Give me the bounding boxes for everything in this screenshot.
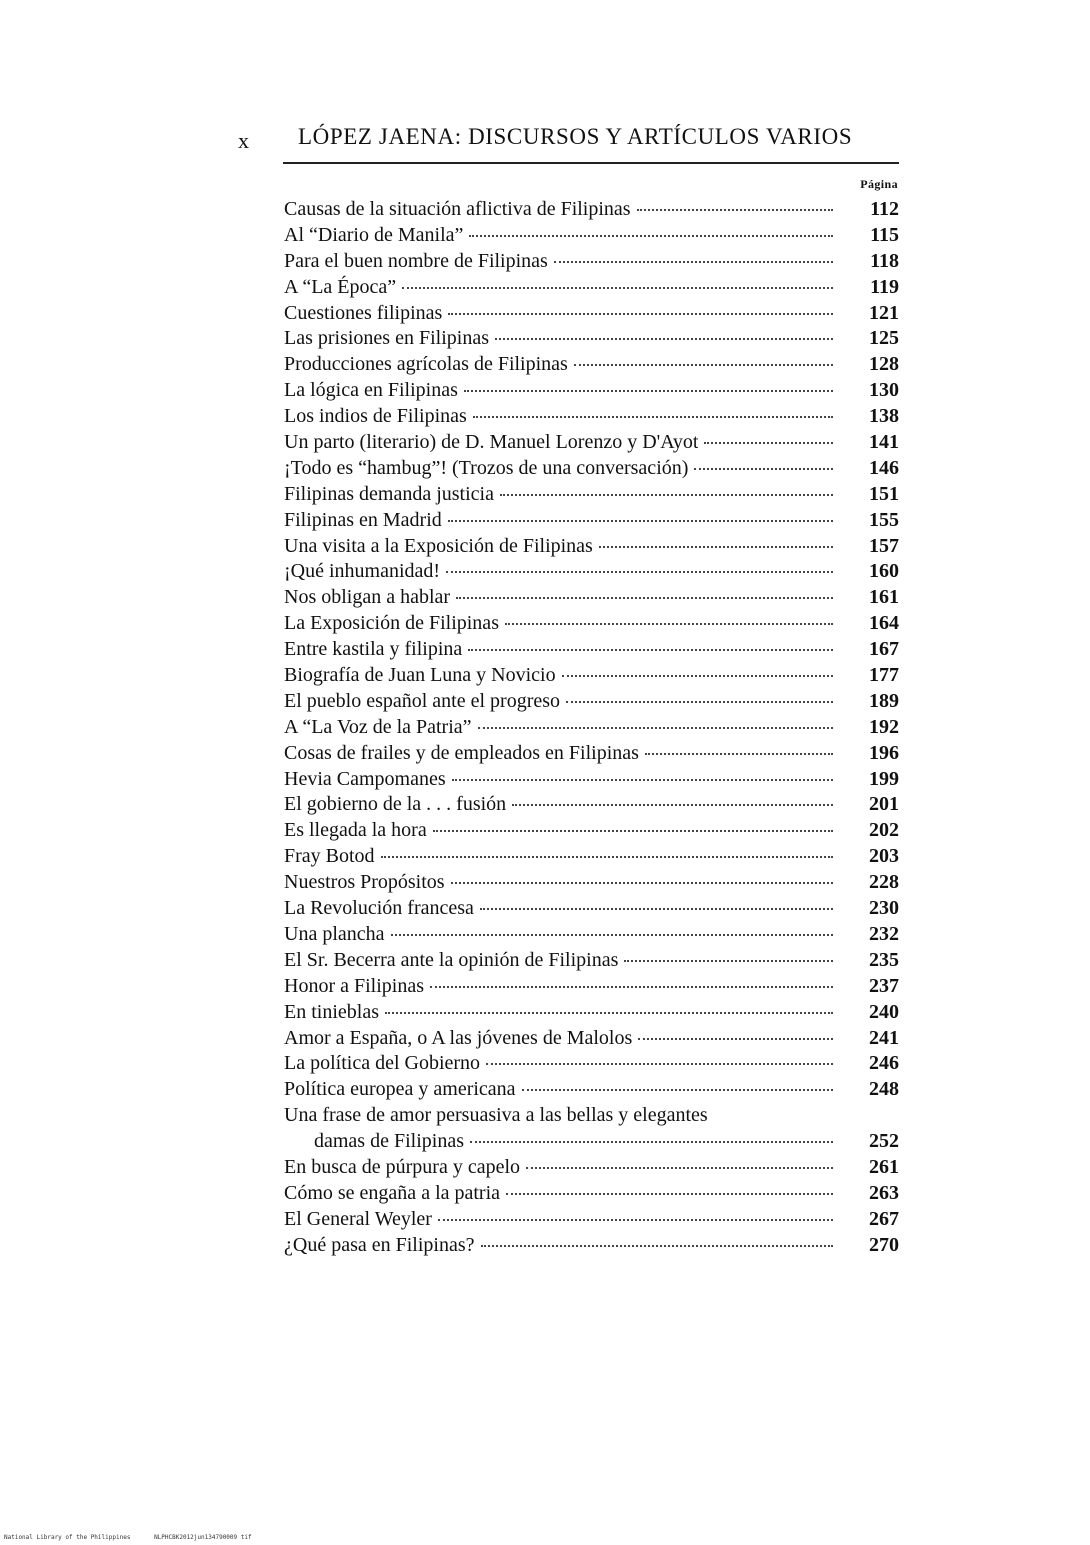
toc-entry [284, 1077, 899, 1103]
toc-entry-page: 202 [869, 819, 899, 842]
toc-entry-page: 252 [869, 1130, 899, 1153]
toc-entry-title: Hevia Campomanes [284, 767, 446, 790]
toc-entry [284, 1103, 899, 1155]
toc-entry [284, 275, 899, 301]
footer-library: National Library of the Philippines [4, 1534, 131, 1541]
dot-leader [448, 520, 833, 522]
dot-leader [385, 1012, 833, 1014]
toc-entry [284, 844, 899, 870]
toc-entry-page: 248 [869, 1078, 899, 1101]
dot-leader [505, 623, 833, 625]
toc-entry-title: Cosas de frailes y de empleados en Filipinas [284, 741, 639, 764]
toc-entry-page: 246 [869, 1052, 899, 1075]
toc-entry [284, 948, 899, 974]
toc-entry-page: 189 [869, 689, 899, 712]
toc-entry-page: 155 [869, 508, 899, 531]
toc-entry [284, 974, 899, 1000]
dot-leader [624, 960, 833, 962]
toc-entry [284, 1207, 899, 1233]
toc-entry-title: Producciones agrícolas de Filipinas [284, 353, 568, 376]
toc-entry-page: 230 [869, 897, 899, 920]
dot-leader [506, 1193, 833, 1195]
dot-leader [486, 1063, 833, 1065]
toc-entry-page: 167 [869, 638, 899, 661]
dot-leader [470, 1141, 833, 1143]
toc-entry [284, 1181, 899, 1207]
toc-entry-title: Cuestiones filipinas [284, 301, 443, 324]
toc-entry-title: A “La Época” [284, 275, 397, 298]
dot-leader [433, 830, 833, 832]
table-of-contents [284, 197, 899, 1259]
toc-entry-title: ¡Todo es “hambug”! (Trozos de una conversación) [284, 456, 689, 479]
toc-entry-title: Cómo se engaña a la patria [284, 1181, 501, 1204]
dot-leader [473, 416, 833, 418]
dot-leader [452, 779, 833, 781]
dot-leader [645, 753, 833, 755]
toc-entry-page: 161 [869, 586, 899, 609]
toc-entry [284, 896, 899, 922]
toc-entry [284, 715, 899, 741]
toc-entry [284, 352, 899, 378]
toc-entry [284, 741, 899, 767]
toc-entry-page: 125 [869, 327, 899, 350]
dot-leader [448, 313, 833, 315]
toc-entry-page: 270 [869, 1233, 899, 1256]
toc-entry [284, 1026, 899, 1052]
toc-entry [284, 689, 899, 715]
page-header [238, 124, 898, 158]
toc-entry-page: 237 [869, 974, 899, 997]
toc-entry [284, 1051, 899, 1077]
toc-entry-title: En busca de púrpura y capelo [284, 1155, 521, 1178]
toc-entry-title: El General Weyler [284, 1207, 432, 1230]
toc-entry-title: El Sr. Becerra ante la opinión de Filipinas [284, 948, 619, 971]
toc-entry-page: 118 [870, 249, 899, 272]
toc-entry-page: 146 [869, 456, 899, 479]
header-rule [283, 162, 899, 164]
dot-leader [522, 1089, 833, 1091]
toc-entry [284, 559, 899, 585]
toc-entry-title: A “La Voz de la Patria” [284, 715, 472, 738]
toc-entry-page: 112 [870, 198, 899, 220]
toc-entry-title: Una frase de amor persuasiva a las bellas y elegantes [284, 1104, 708, 1127]
toc-entry-page: 232 [869, 922, 899, 945]
toc-entry-page: 141 [869, 431, 899, 454]
toc-entry-title: Al “Diario de Manila” [284, 223, 464, 246]
toc-entry-title: En tinieblas [284, 1000, 379, 1023]
toc-entry-page: 263 [869, 1181, 899, 1204]
toc-entry [284, 482, 899, 508]
toc-entry [284, 818, 899, 844]
toc-entry [284, 637, 899, 663]
dot-leader [526, 1167, 833, 1169]
dot-leader [456, 597, 833, 599]
toc-entry [284, 1155, 899, 1181]
toc-entry-page: 240 [869, 1000, 899, 1023]
toc-entry-title: Para el buen nombre de Filipinas [284, 249, 548, 272]
toc-entry-title: ¡Qué inhumanidad! [284, 560, 441, 583]
toc-entry-page: 203 [869, 845, 899, 868]
toc-entry-page: 199 [869, 767, 899, 790]
toc-entry [284, 1000, 899, 1026]
toc-entry-title-continued: damas de Filipinas [314, 1130, 464, 1153]
dot-leader [554, 261, 833, 263]
toc-entry-title: Es llegada la hora [284, 819, 427, 842]
toc-entry-title: Biografía de Juan Luna y Novicio [284, 664, 556, 687]
toc-entry-title: Un parto (literario) de D. Manuel Lorenzo y D'Ayot [284, 431, 699, 454]
dot-leader [381, 856, 833, 858]
dot-leader [599, 546, 833, 548]
dot-leader [451, 882, 833, 884]
toc-entry [284, 301, 899, 327]
toc-entry [284, 534, 899, 560]
dot-leader [481, 1245, 834, 1247]
toc-entry-title: El pueblo español ante el progreso [284, 689, 561, 712]
toc-entry-title: Amor a España, o A las jóvenes de Malolos [284, 1026, 633, 1049]
toc-entry-title: Entre kastila y filipina [284, 638, 463, 661]
toc-entry [284, 870, 899, 896]
running-title: LÓPEZ JAENA: DISCURSOS Y ARTÍCULOS VARIOS [298, 124, 853, 149]
toc-entry-page: 157 [869, 534, 899, 557]
dot-leader [637, 209, 833, 211]
toc-entry [284, 767, 899, 793]
toc-entry [284, 1233, 899, 1259]
toc-entry [284, 378, 899, 404]
dot-leader [478, 727, 833, 729]
toc-entry-title: Honor a Filipinas [284, 974, 424, 997]
dot-leader [574, 364, 833, 366]
toc-entry-page: 241 [869, 1026, 899, 1049]
dot-leader [430, 986, 833, 988]
toc-entry [284, 223, 899, 249]
toc-entry-page: 121 [869, 301, 899, 324]
toc-entry-title: El gobierno de la . . . fusión [284, 793, 507, 816]
toc-entry-page: 128 [869, 353, 899, 376]
toc-entry [284, 197, 899, 223]
toc-entry-title: La Exposición de Filipinas [284, 612, 499, 635]
toc-entry-title: La lógica en Filipinas [284, 379, 458, 402]
toc-entry [284, 508, 899, 534]
toc-entry-title: Una visita a la Exposición de Filipinas [284, 534, 593, 557]
dot-leader [495, 338, 833, 340]
dot-leader [566, 701, 833, 703]
toc-entry-title: Causas de la situación aflictiva de Filipinas [284, 198, 631, 220]
dot-leader [468, 649, 833, 651]
footer-file-id: NLPHCBK2012jun134790009 tif [154, 1534, 252, 1541]
toc-entry-title: Filipinas en Madrid [284, 508, 442, 531]
dot-leader [469, 235, 833, 237]
toc-entry-page: 151 [869, 482, 899, 505]
dot-leader [704, 442, 833, 444]
toc-entry-page: 138 [869, 405, 899, 428]
page-column-label: Página [860, 177, 898, 191]
toc-entry-title: Nuestros Propósitos [284, 871, 445, 894]
toc-entry-title: Fray Botod [284, 845, 375, 868]
toc-entry-title: La Revolución francesa [284, 897, 474, 920]
dot-leader [391, 934, 833, 936]
toc-entry-page: 130 [869, 379, 899, 402]
toc-entry-page: 119 [870, 275, 899, 298]
toc-entry-title: Nos obligan a hablar [284, 586, 451, 609]
dot-leader [402, 287, 833, 289]
toc-entry [284, 404, 899, 430]
toc-entry [284, 611, 899, 637]
toc-entry [284, 456, 899, 482]
dot-leader [464, 390, 833, 392]
toc-entry-page: 228 [869, 871, 899, 894]
toc-entry-page: 192 [869, 715, 899, 738]
dot-leader [480, 908, 833, 910]
toc-entry-page: 267 [869, 1207, 899, 1230]
dot-leader [500, 494, 833, 496]
toc-entry [284, 663, 899, 689]
toc-entry-title: Filipinas demanda justicia [284, 482, 494, 505]
toc-entry-page: 160 [869, 560, 899, 583]
toc-entry [284, 326, 899, 352]
dot-leader [562, 675, 833, 677]
dot-leader [446, 571, 833, 573]
toc-entry-title: Los indios de Filipinas [284, 405, 467, 428]
dot-leader [438, 1219, 833, 1221]
toc-entry-page: 115 [870, 223, 899, 246]
toc-entry [284, 585, 899, 611]
toc-entry-title: Las prisiones en Filipinas [284, 327, 489, 350]
toc-entry-title: Una plancha [284, 922, 385, 945]
toc-entry-page: 177 [869, 664, 899, 687]
toc-entry-title: Política europea y americana [284, 1078, 516, 1101]
toc-entry [284, 922, 899, 948]
toc-entry-page: 235 [869, 948, 899, 971]
toc-entry-title: ¿Qué pasa en Filipinas? [284, 1233, 475, 1256]
toc-entry-page: 196 [869, 741, 899, 764]
toc-entry [284, 430, 899, 456]
dot-leader [638, 1038, 833, 1040]
toc-entry-page: 164 [869, 612, 899, 635]
toc-entry [284, 792, 899, 818]
dot-leader [694, 468, 833, 470]
toc-entry-page: 261 [869, 1155, 899, 1178]
toc-entry-title: La política del Gobierno [284, 1052, 481, 1075]
dot-leader [512, 804, 833, 806]
toc-entry [284, 249, 899, 275]
page-number: x [238, 128, 250, 153]
toc-entry-page: 201 [869, 793, 899, 816]
scan-footer [4, 1534, 272, 1541]
